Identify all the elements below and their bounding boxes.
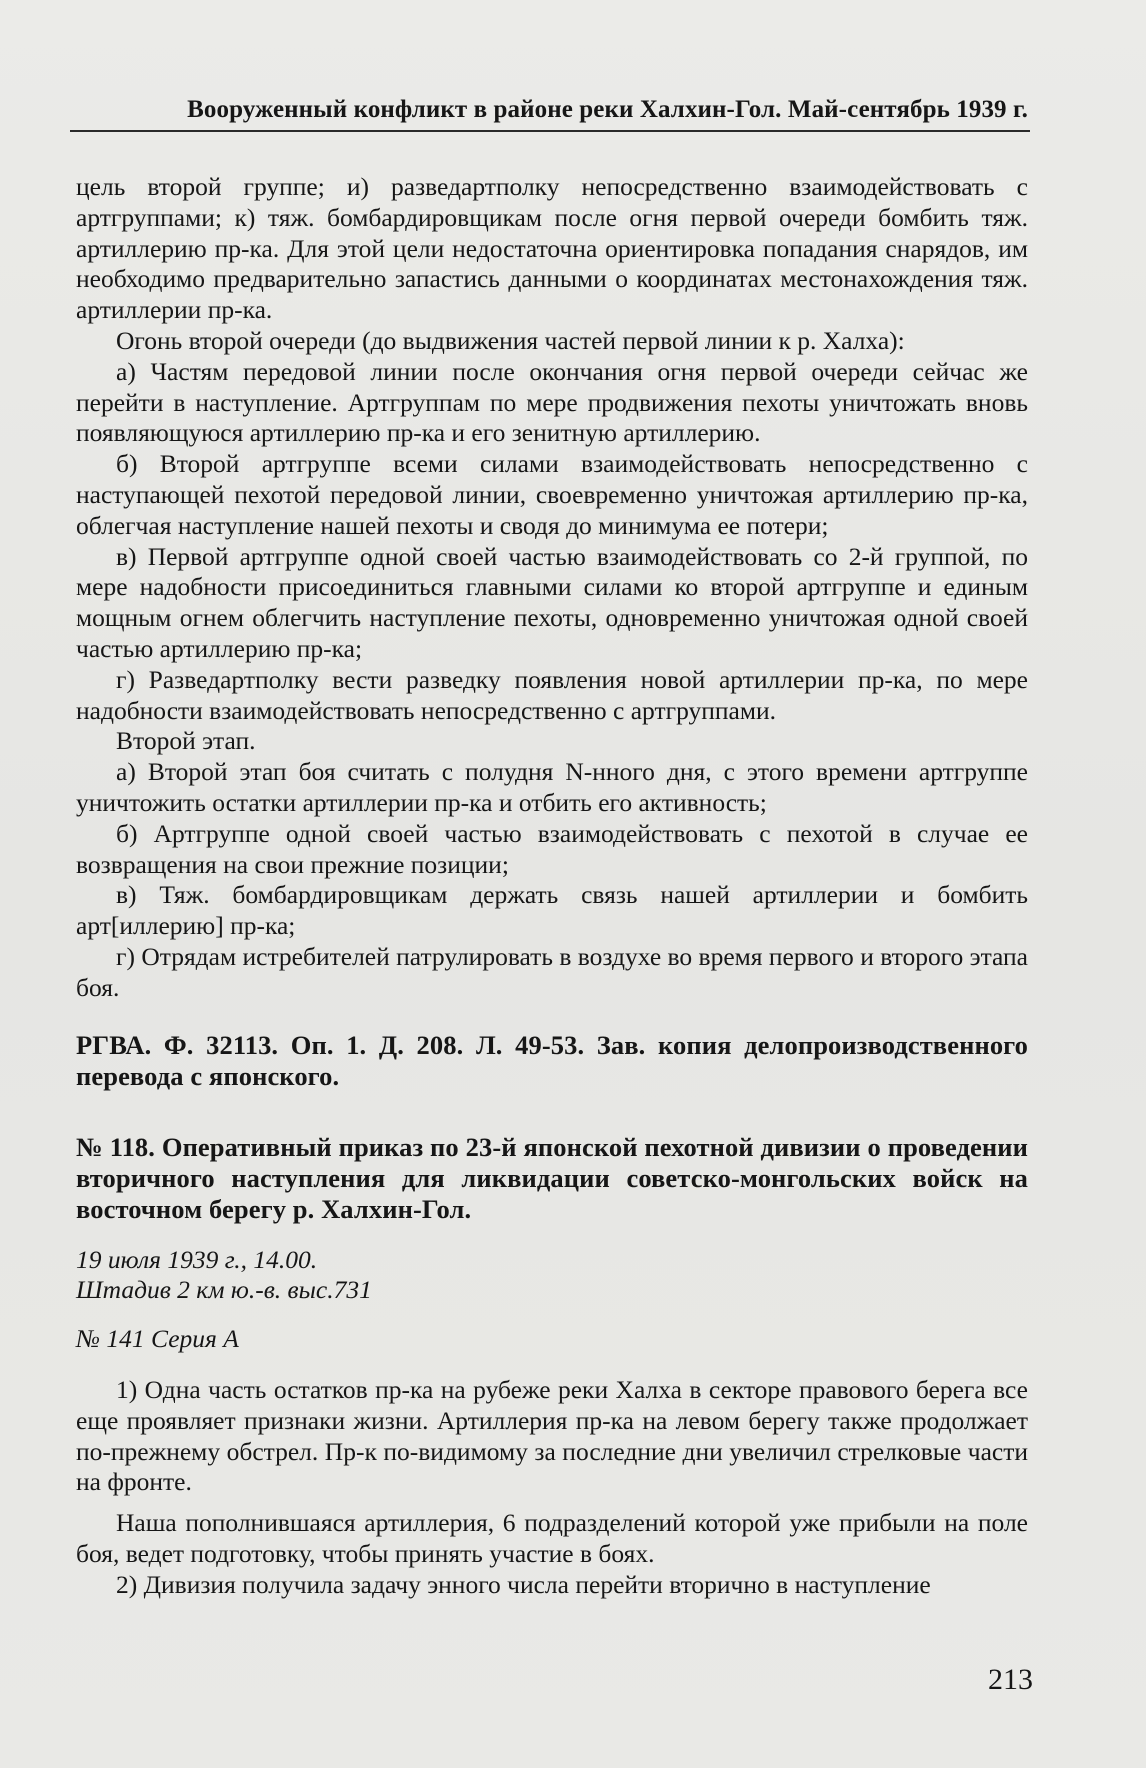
paragraph: а) Частям передовой линии после окончания огня первой очереди сейчас же перейти в наступление. Артгруппам по мере продвижения пехоты уничтожать вновь появляющуюся артиллерию пр-ка и его зенитную артиллерию. — [76, 356, 1028, 448]
paragraph: а) Второй этап боя считать с полудня N-нного дня, с этого времени артгруппе уничтожить остатки артиллерии пр-ка и отбить его активность; — [76, 757, 1028, 817]
paragraph: б) Артгруппе одной своей частью взаимодействовать с пехотой в случае ее возвращения на свои прежние позиции; — [76, 818, 1028, 879]
paragraph: Второй этап. — [116, 726, 256, 756]
paragraph: г) Разведартполку вести разведку появления новой артиллерии пр-ка, по мере надобности взаимодействовать непосредственно с артгруппами. — [76, 664, 1028, 725]
page-number: 213 — [988, 1663, 1033, 1696]
paragraph: Огонь второй очереди (до выдвижения частей первой линии к р. Халха): — [116, 325, 905, 355]
document-date: 19 июля 1939 г., 14.00. — [76, 1244, 318, 1274]
document-place: Штадив 2 км ю.-в. выс.731 — [76, 1275, 372, 1305]
paragraph: цель второй группе; и) разведартполку непосредственно взаимодействовать с артгруппами; к) тяж. бомбардировщикам после огня первой очереди бомбить тяж. артиллерию пр-ка. Для этой цели недостаточна ориентировка попадания снарядов, им необходимо предварительно запастись данными о координатах местонахождения тяж. артиллерии пр-ка. — [76, 172, 1028, 325]
paragraph: 1) Одна часть остатков пр-ка на рубеже реки Халха в секторе правового берега все еще проявляет признаки жизни. Артиллерия пр-ка на левом берегу также продолжает по-прежнему обстрел. Пр-к по-видимому за последние дни увеличил стрелковые части на фронте. — [76, 1374, 1028, 1497]
page-body — [76, 172, 1028, 1600]
paragraph: в) Тяж. бомбардировщикам держать связь нашей артиллерии и бомбить арт[иллерию] пр-ка; — [76, 880, 1028, 941]
archive-source-note: РГВА. Ф. 32113. Оп. 1. Д. 208. Л. 49-53. Зав. копия делопроизводственного перевода с японского. — [76, 1029, 1028, 1091]
document-title: № 118. Оперативный приказ по 23-й японской пехотной дивизии о проведении вторичного наступления для ликвидации советско-монгольских войск на восточном берегу р. Халхин-Гол. — [76, 1131, 1028, 1224]
paragraph: б) Второй артгруппе всеми силами взаимодействовать непосредственно с наступающей пехотой передовой линии, своевременно уничтожая артиллерию пр-ка, облегчая наступление нашей пехоты и сводя до минимума ее потери; — [76, 449, 1028, 540]
paragraph: 2) Дивизия получила задачу энного числа перейти вторично в наступление — [116, 1569, 931, 1599]
document-series: № 141 Серия А — [76, 1324, 239, 1354]
header-rule — [70, 130, 1030, 132]
running-header: Вооруженный конфликт в районе реки Халхин-Гол. Май-сентябрь 1939 г. — [187, 96, 1028, 123]
paragraph: г) Отрядам истребителей патрулировать в воздухе во время первого и второго этапа боя. — [76, 941, 1028, 1002]
paragraph: Наша пополнившаяся артиллерия, 6 подразделений которой уже прибыли на поле боя, ведет подготовку, чтобы принять участие в боях. — [76, 1508, 1028, 1568]
paragraph: в) Первой артгруппе одной своей частью взаимодействовать со 2-й группой, по мере надобности присоединиться главными силами ко второй артгруппе и единым мощным огнем облегчить наступление пехоты, одновременно уничтожая одной своей частью артиллерию пр-ка; — [76, 541, 1028, 663]
